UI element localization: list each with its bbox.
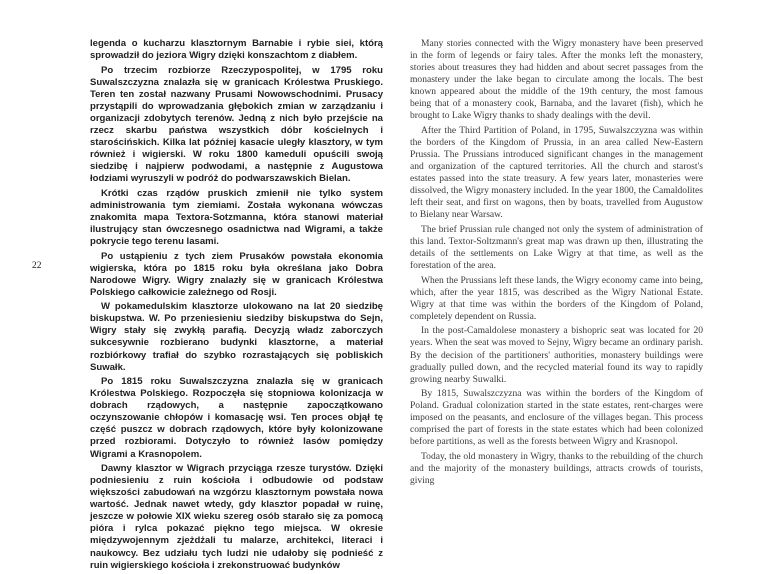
paragraph: The brief Prussian rule changed not only the system of administration of this land. Textor-Soltzmann's great map was drawn up then, illustrating the details of the settlements on Lake Wigry at that time, as well as the forestation of the area.: [410, 223, 703, 272]
paragraph: Po 1815 roku Suwalszczyzna znalazła się w granicach Królestwa Polskiego. Rozpoczęła się stopniowa kolonizacja w dobrach rządowych, a następnie zapoczątkowano oczynszowanie chłopów i komasację wsi. Ten proces objął tę część puszcz w dobrach rządowych, które były kolonizowane przed rozbiorami. Dotyczyło to również lasów pomiędzy Wigrami a Krasnopolem.: [90, 376, 383, 460]
paragraph: Today, the old monastery in Wigry, thanks to the rebuilding of the church and the majority of the monastery buildings, attracts crowds of tourists, giving: [410, 450, 703, 487]
paragraph: After the Third Partition of Poland, in 1795, Suwalszczyzna was within the borders of the Kingdom of Prussia, in an area called New-Eastern Prussia. The Prussians introduced significant changes in the management and organization of the captured territories. All the church and starost's estates passed into the state treasury. A few years later, monasteries were dissolved, the Wigry monastery included. In the year 1800, the Camaldolites left their seat, and first on wagons, then by boats, travelled from Augustow to Bielany near Warsaw.: [410, 124, 703, 221]
paragraph: When the Prussians left these lands, the Wigry economy came into being, which, after the year 1815, was described as the Wigry National Estate. Wigry at that time was within the borders of the Kingdom of Poland, completely dependent on Russia.: [410, 274, 703, 322]
paragraph: W pokamedulskim klasztorze ulokowano na lat 20 siedzibę biskupstwa. W. Po przeniesieniu siedziby biskupstwa do Sejn, Wigry stały się zwykłą parafią. Decyzją władz zaborczych sukcesywnie rozbierano budynki klasztorne, a materiał rozbiórkowy trafiał do szybko rozrastających się pobliskich Suwałk.: [90, 301, 383, 373]
paragraph: legenda o kucharzu klasztornym Barnabie i rybie siei, którą sprowadził do jeziora Wigry dzięki konszachtom z diabłem.: [90, 38, 383, 62]
paragraph: In the post-Camaldolese monastery a bishopric seat was located for 20 years. When the seat was moved to Sejny, Wigry became an ordinary parish. By the decision of the partitioners' authorities, monastery buildings were gradually pulled down, and the recycled material found its way to rapidly growing nearby Suwalki.: [410, 325, 703, 385]
paragraph: Po trzecim rozbiorze Rzeczypospolitej, w 1795 roku Suwalszczyzna znalazła się w granicach Królestwa Pruskiego. Teren ten został nazwany Prusami Nowowschodnimi. Prusacy przystąpili do wprowadzania głębokich zmian w zarządzaniu i organizacji zdobytych terenów. Jedną z nich było przejście na rzecz skarbu państwa wszystkich dóbr kościelnych i starościńskich. Kilka lat później kasacie uległy klasztory, w tym również i wigierski. W roku 1800 kameduli opuścili swoją siedzibę i najpierw podwodami, a następnie z Augustowa łodziami wyruszyli w podróż do podwarszawskich Bielan.: [90, 64, 383, 185]
polish-text-column: [90, 38, 383, 574]
english-text-column: [410, 38, 703, 490]
paragraph: By 1815, Suwalszczyzna was within the borders of the Kingdom of Poland. Gradual colonization started in the state estates, rent-charges were imposed on the peasants, and enclosure of the villages began. This process comprised the part of forests in the state estates which had been colonized before partitions, as well as the forests between Wigry and Krasnopol.: [410, 388, 703, 448]
paragraph: Krótki czas rządów pruskich zmienił nie tylko system administrowania tym ziemiami. Została wykonana wówczas znakomita mapa Textora-Sotzmanna, która stanowi materiał ilustrujący stan ówczesnego osadnictwa nad Wigrami, a także pokrycie tego terenu lasami.: [90, 187, 383, 248]
paragraph: Many stories connected with the Wigry monastery have been preserved in the form of legends or fairy tales. After the monks left the monastery, stories about treasures they had hidden and about secret passages from the monastery under the lake began to circulate among the locals. The best known appeared about the middle of the 19th century, the most famous being that of a monastery cook, Barnaba, and the lavaret (fish), which he brought to Lake Wigry thanks to shady dealings with the devil.: [410, 38, 703, 122]
page-number: 22: [32, 261, 42, 271]
paragraph: Po ustąpieniu z tych ziem Prusaków powstała ekonomia wigierska, która po 1815 roku była określana jako Dobra Narodowe Wigry. Wigry znalazły się w granicach Królestwa Polskiego całkowicie zależnego od Rosji.: [90, 250, 383, 298]
paragraph: Dawny klasztor w Wigrach przyciąga rzesze turystów. Dzięki podniesieniu z ruin kościoła i odbudowie od podstaw większości zabudowań na wzgórzu klasztornym powstała nowa wartość. Jednak nawet wtedy, gdy klasztor popadał w ruinę, jeszcze w połowie XIX wieku szereg osób starało się za pomocą pióra i rylca pokazać piękno tego miejsca. W okresie międzywojennym zjeżdżali tu malarze, architekci, literaci i naukowcy. Bez udziału tych ludzi nie udałoby się podnieść z ruin wigierskiego kościoła i zrekonstruować budynków: [90, 463, 383, 571]
